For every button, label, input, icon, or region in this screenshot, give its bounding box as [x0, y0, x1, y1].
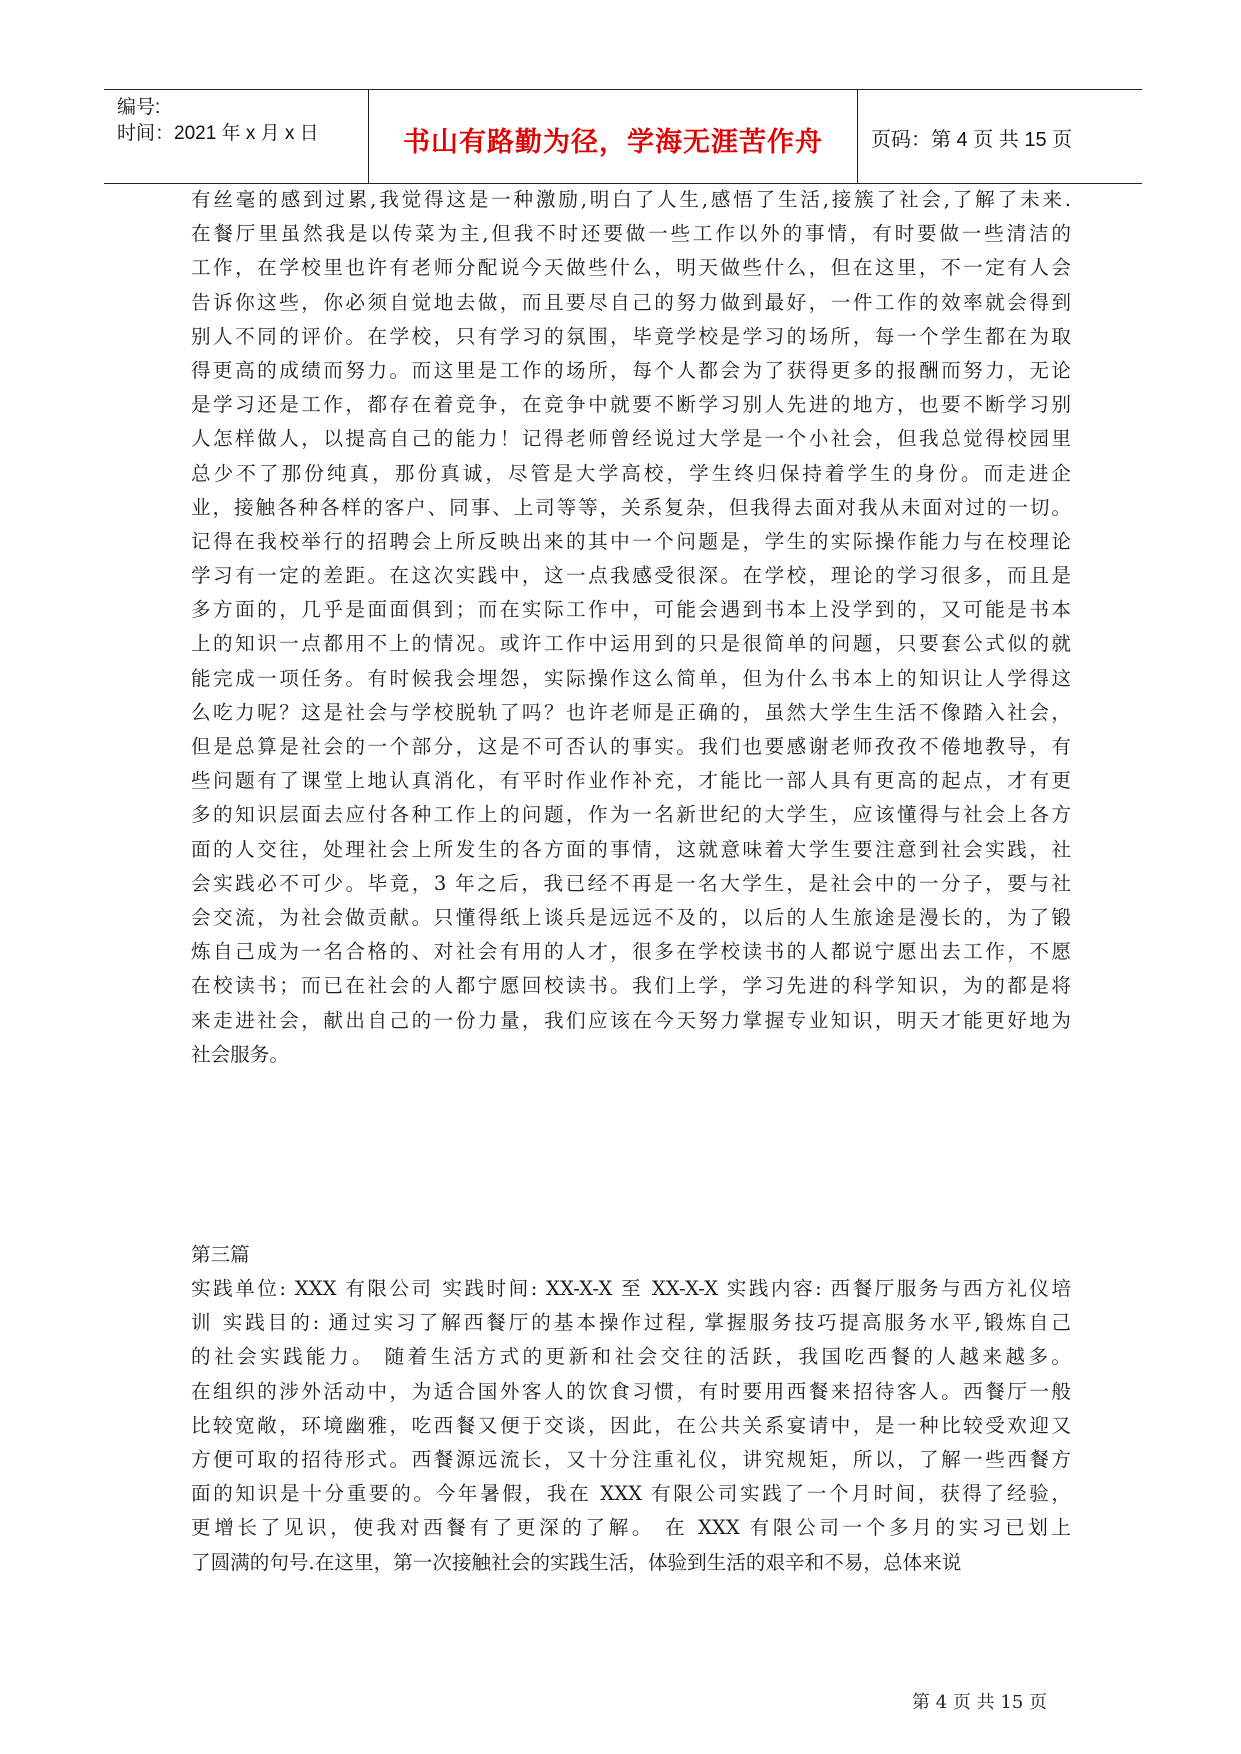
- text-line: 多方面的，几乎是面面俱到；而在实际工作中，可能会遇到书本上没学到的，又可能是书本: [191, 598, 1071, 622]
- section2-title: 第三篇: [191, 1243, 250, 1266]
- text-line: 上的知识一点都用不上的情况。或许工作中运用到的只是很简单的问题，只要套公式似的就: [191, 632, 1071, 656]
- text-line: 总少不了那份纯真，那份真诚，尽管是大学高校，学生终归保持着学生的身份。而走进企: [191, 461, 1071, 485]
- text-line: 些问题有了课堂上地认真消化，有平时作业作补充，才能比一部人具有更高的起点，才有更: [191, 769, 1071, 793]
- text-line: 方便可取的招待形式。西餐源远流长，又十分注重礼仪，讲究规矩，所以，了解一些西餐方: [191, 1447, 1071, 1471]
- text-line: 实践单位: XXX 有限公司 实践时间: XX-X-X 至 XX-X-X 实践内容: 西餐厅服务与西方礼仪培: [191, 1277, 1071, 1300]
- text-line: 别人不同的评价。在学校，只有学习的氛围，毕竟学校是学习的场所，每一个学生都在为取: [191, 324, 1071, 348]
- text-line: 工作，在学校里也许有老师分配说今天做些什么，明天做些什么，但在这里，不一定有人会: [191, 256, 1071, 280]
- text-line: 能完成一项任务。有时候我会埋怨，实际操作这么简单，但为什么书本上的知识让人学得这: [191, 666, 1071, 690]
- text-line: 会交流，为社会做贡献。只懂得纸上谈兵是远远不及的，以后的人生旅途是漫长的，为了锻: [191, 905, 1071, 929]
- text-line: 但是总算是社会的一个部分，这是不可否认的事实。我们也要感谢老师孜孜不倦地教导，有: [191, 735, 1071, 758]
- doc-time-label: 时间：2021 年 x 月 x 日: [117, 123, 319, 144]
- page-footer: 第 4 页 共 15 页: [912, 1692, 1047, 1713]
- text-line: 得更高的成绩而努力。而这里是工作的场所，每个人都会为了获得更多的报酬而努力，无论: [191, 358, 1071, 382]
- text-line: 业，接触各种各样的客户、同事、上司等等，关系复杂，但我得去面对我从未面对过的一切。: [191, 495, 1071, 519]
- header-meta-cell: [104, 90, 368, 183]
- text-line: 了圆满的句号.在这里，第一次接触社会的实践生活，体验到生活的艰辛和不易，总体来说: [191, 1550, 962, 1574]
- text-line: 在组织的涉外活动中，为适合国外客人的饮食习惯，有时要用西餐来招待客人。西餐厅一般: [191, 1379, 1071, 1403]
- text-line: 的社会实践能力。 随着生活方式的更新和社会交往的活跃，我国吃西餐的人越来越多。: [191, 1345, 1071, 1369]
- header-page-cell: [857, 90, 1142, 183]
- text-line: 训 实践目的: 通过实习了解西餐厅的基本操作过程, 掌握服务技巧提高服务水平,锻炼自己: [191, 1311, 1071, 1335]
- text-line: 记得在我校举行的招聘会上所反映出来的其中一个问题是，学生的实际操作能力与在校理论: [191, 529, 1071, 553]
- text-line: 来走进社会，献出自己的一份力量，我们应该在今天努力掌握专业知识，明天才能更好地为: [191, 1008, 1071, 1032]
- text-line: 在校读书；而已在社会的人都宁愿回校读书。我们上学，学习先进的科学知识，为的都是将: [191, 974, 1071, 998]
- header-motto: 书山有路勤为径，学海无涯苦作舟: [403, 127, 823, 158]
- text-line: 学习有一定的差距。在这次实践中，这一点我感受很深。在学校，理论的学习很多，而且是: [191, 564, 1071, 588]
- text-line: 多的知识层面去应付各种工作上的问题，作为一名新世纪的大学生，应该懂得与社会上各方: [191, 803, 1071, 827]
- page-header: [104, 89, 1142, 184]
- text-line: 么吃力呢？这是社会与学校脱轨了吗？也许老师是正确的，虽然大学生生活不像踏入社会，: [191, 700, 1071, 724]
- doc-number-label: 编号:: [117, 97, 161, 118]
- header-motto-cell: [368, 90, 858, 183]
- text-line: 有丝毫的感到过累,我觉得这是一种激励,明白了人生,感悟了生活,接簇了社会,了解了未来.: [191, 188, 1071, 211]
- text-line: 面的人交往，处理社会上所发生的各方面的事情，这就意味着大学生要注意到社会实践，社: [191, 837, 1071, 861]
- text-line: 告诉你这些，你必须自觉地去做，而且要尽自己的努力做到最好，一件工作的效率就会得到: [191, 290, 1071, 314]
- header-page-info: 页码：第 4 页 共 15 页: [871, 129, 1073, 151]
- text-line: 是学习还是工作，都存在着竞争，在竞争中就要不断学习别人先进的地方，也要不断学习别: [191, 393, 1071, 417]
- text-line: 比较宽敞，环境幽雅，吃西餐又便于交谈，因此，在公共关系宴请中，是一种比较受欢迎又: [191, 1413, 1071, 1437]
- text-line: 会实践必不可少。毕竟，3 年之后，我已经不再是一名大学生，是社会中的一分子，要与社: [191, 871, 1071, 895]
- text-line: 人怎样做人，以提高自己的能力！记得老师曾经说过大学是一个小社会，但我总觉得校园里: [191, 427, 1071, 451]
- section2-body: [191, 1272, 1071, 1580]
- text-line: 更增长了见识，使我对西餐有了更深的了解。 在 XXX 有限公司一个多月的实习已划上: [191, 1516, 1071, 1540]
- text-line: 在餐厅里虽然我是以传菜为主,但我不时还要做一些工作以外的事情，有时要做一些清洁的: [191, 222, 1071, 246]
- text-line: 社会服务。: [191, 1042, 289, 1066]
- text-line: 炼自己成为一名合格的、对社会有用的人才，很多在学校读书的人都说宁愿出去工作，不愿: [191, 940, 1071, 964]
- section1-body: [191, 183, 1071, 1072]
- text-line: 面的知识是十分重要的。今年暑假，我在 XXX 有限公司实践了一个月时间，获得了经验，: [191, 1482, 1071, 1506]
